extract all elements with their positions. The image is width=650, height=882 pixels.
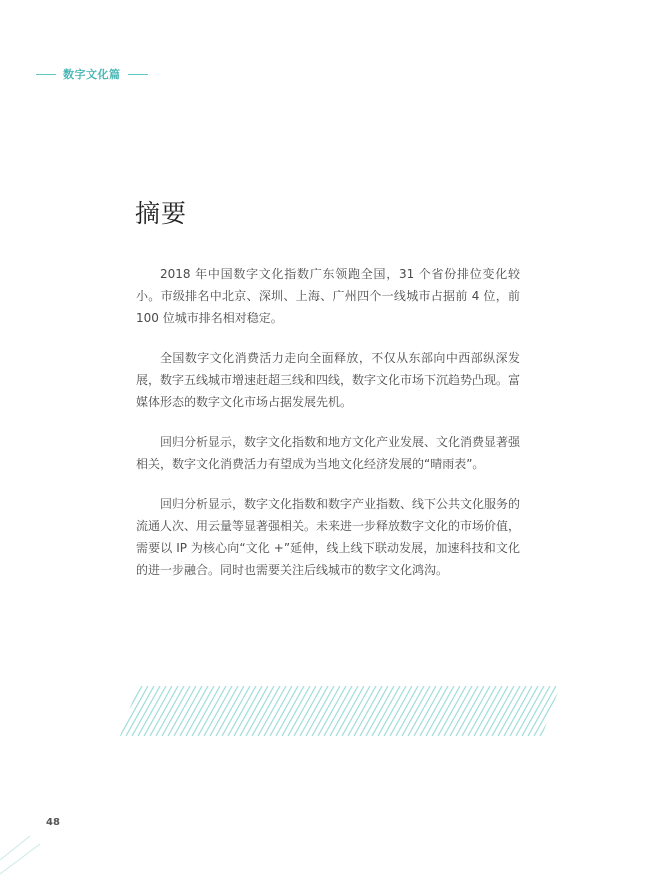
stripe-line [258,686,286,736]
stripe-line [246,686,274,736]
stripe-line [144,686,172,736]
stripe-line [450,686,478,736]
decorative-stripe-band [120,686,560,736]
stripe-line [378,686,406,736]
stripe-line [210,686,238,736]
stripe-line [438,686,466,736]
stripe-line [198,686,226,736]
stripe-line [348,686,376,736]
stripe-line [420,686,448,736]
stripe-line [372,686,400,736]
stripe-line [270,686,298,736]
stripe-line [360,686,388,736]
stripe-line [510,686,538,736]
stripe-line [162,686,190,736]
stripe-line [264,686,292,736]
stripe-line [312,686,340,736]
stripe-line [414,686,442,736]
stripe-line [432,686,460,736]
stripe-line [186,686,214,736]
stripe-line [468,686,496,736]
stripe-line [138,686,166,736]
stripe-line [528,686,556,736]
stripe-line [168,686,196,736]
stripe-line [180,686,208,736]
paragraph-3: 回归分析显示，数字文化指数和地方文化产业发展、文化消费显著强相关，数字文化消费活力有望成为当地文化经济发展的“晴雨表”。 [136,435,521,471]
stripe-line [492,686,520,736]
stripe-line [354,686,382,736]
stripe-line [498,686,526,736]
paragraph-4: 回归分析显示，数字文化指数和数字产业指数、线下公共文化服务的流通人次、用云量等显著强相关。未来进一步释放数字文化的市场价值，需要以 IP 为核心向“文化 +”延伸，线上线下联动发展，加速科技和文化的进一步融合。同时也需要关注后线城市的数字文化鸿沟。 [136,497,521,577]
header-left-rule [36,74,56,75]
section-header [36,64,148,84]
stripe-line [462,686,490,736]
page-number: 48 [46,817,60,828]
stripe-line [336,686,364,736]
stripe-line [120,686,148,736]
stripe-line [534,686,560,736]
stripe-line [276,686,304,736]
stripe-line [522,686,550,736]
stripe-line [390,686,418,736]
stripe-line [480,686,508,736]
stripe-line [120,686,124,736]
page-title: 摘要 [135,199,188,228]
paragraph-2: 全国数字文化消费活力走向全面释放，不仅从东部向中西部纵深发展，数字五线城市增速赶超三线和四线，数字文化市场下沉趋势凸现。富媒体形态的数字文化市场占据发展先机。 [136,351,521,409]
stripe-line [474,686,502,736]
stripe-line [174,686,202,736]
abstract-body [136,263,520,599]
stripe-line [192,686,220,736]
stripe-line [540,686,560,736]
stripe-line [132,686,160,736]
stripe-line [324,686,352,736]
corner-decoration [0,800,60,882]
stripe-line [402,686,430,736]
stripe-line [504,686,532,736]
stripe-line [120,686,142,736]
stripe-line [294,686,322,736]
section-title: 数字文化篇 [63,68,121,81]
stripe-line [288,686,316,736]
stripe-line [300,686,328,736]
stripe-line [306,686,334,736]
stripe-line [444,686,472,736]
stripe-line [486,686,514,736]
stripe-line [222,686,250,736]
stripe-line [204,686,232,736]
stripe-line [216,686,244,736]
stripe-line [516,686,544,736]
stripe-line [126,686,154,736]
stripe-line [330,686,358,736]
stripe-line [342,686,370,736]
stripe-line [384,686,412,736]
stripe-line [456,686,484,736]
paragraph-1: 2018 年中国数字文化指数广东领跑全国，31 个省份排位变化较小。市级排名中北京、深圳、上海、广州四个一线城市占据前 4 位，前 100 位城市排名相对稳定。 [136,267,520,325]
stripe-line [366,686,394,736]
stripe-line [240,686,268,736]
stripe-line [318,686,346,736]
stripe-line [228,686,256,736]
stripe-line [156,686,184,736]
stripe-line [552,686,560,736]
stripe-line [558,686,560,736]
header-right-rule [128,74,148,75]
stripe-line [282,686,310,736]
stripe-line [252,686,280,736]
stripe-line [234,686,262,736]
stripe-line [150,686,178,736]
stripe-line [426,686,454,736]
stripe-line [396,686,424,736]
stripe-line [408,686,436,736]
stripe-line [120,686,130,736]
